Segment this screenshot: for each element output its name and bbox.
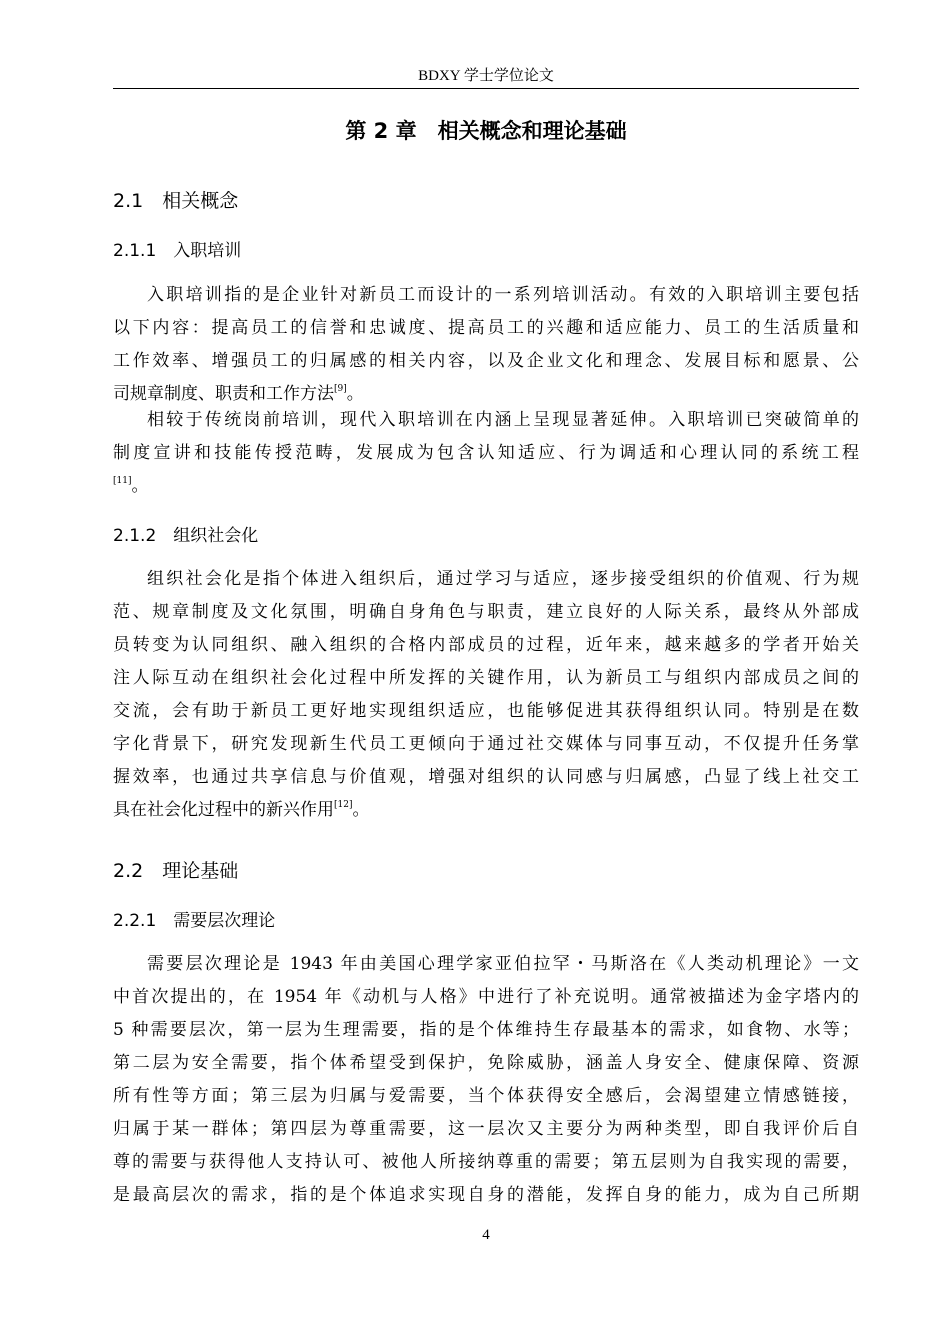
text-line: 中首次提出的，在 1954 年《动机与人格》中进行了补充说明。通常被描述为金字塔内的 [113, 987, 859, 1007]
text-line: 入职培训指的是企业针对新员工而设计的一系列培训活动。有效的入职培训主要包括 [147, 285, 859, 305]
section-heading-2-2: 2.2 理论基础 [113, 860, 239, 882]
text-line: 归属于某一群体；第四层为尊重需要，这一层次又主要分为两种类型，即自我评价后自 [113, 1119, 859, 1139]
text-line: 第二层为安全需要，指个体希望受到保护，免除威胁，涵盖人身安全、健康保障、资源 [113, 1053, 859, 1073]
paragraph-organizational-socialization [113, 563, 859, 827]
text-segment: 。 [346, 384, 364, 404]
subsection-heading-2-1-1: 2.1.1 入职培训 [113, 241, 242, 261]
text-line: 所有性等方面；第三层为归属与爱需要，当个体获得安全感后，会渴望建立情感链接， [113, 1086, 859, 1106]
header-divider [113, 88, 859, 89]
paragraph-onboarding-definition [113, 279, 859, 411]
text-line: 需要层次理论是 1943 年由美国心理学家亚伯拉罕・马斯洛在《人类动机理论》一文 [147, 954, 859, 974]
text-line: 尊的需要与获得他人支持认可、被他人所接纳尊重的需要；第五层则为自我实现的需要， [113, 1152, 859, 1172]
paragraph-onboarding-extension [113, 404, 859, 503]
page-number: 4 [482, 1227, 490, 1243]
text-line: 工作效率、增强员工的归属感的相关内容，以及企业文化和理念、发展目标和愿景、公 [113, 351, 859, 371]
chapter-title: 第 2 章 相关概念和理论基础 [345, 119, 627, 143]
text-line: 范、规章制度及文化氛围，明确自身角色与职责，建立良好的人际关系，最终从外部成 [113, 602, 859, 622]
citation: [12] [334, 800, 353, 810]
text-line: 是最高层次的需求，指的是个体追求实现自身的潜能，发挥自身的能力，成为自己所期 [113, 1185, 859, 1205]
text-line: 注人际互动在组织社会化过程中所发挥的关键作用，认为新员工与组织内部成员之间的 [113, 668, 859, 688]
paragraph-hierarchy-of-needs [113, 948, 859, 1212]
text-line [113, 470, 859, 503]
subsection-heading-2-2-1: 2.2.1 需要层次理论 [113, 911, 276, 931]
text-line: 交流，会有助于新员工更好地实现组织适应，也能够促进其获得组织认同。特别是在数 [113, 701, 859, 721]
text-line: 相较于传统岗前培训，现代入职培训在内涵上呈现显著延伸。入职培训已突破简单的 [147, 410, 859, 430]
text-line: 5 种需要层次，第一层为生理需要，指的是个体维持生存最基本的需求，如食物、水等； [113, 1020, 859, 1040]
text-line: 以下内容：提高员工的信誉和忠诚度、提高员工的兴趣和适应能力、员工的生活质量和 [113, 318, 859, 338]
section-heading-2-1: 2.1 相关概念 [113, 190, 239, 212]
text-line: 组织社会化是指个体进入组织后，通过学习与适应，逐步接受组织的价值观、行为规 [147, 569, 859, 589]
text-segment: 具在社会化过程中的新兴作用 [113, 800, 334, 820]
text-line [113, 794, 859, 827]
running-header: BDXY 学士学位论文 [418, 68, 554, 84]
subsection-heading-2-1-2: 2.1.2 组织社会化 [113, 526, 259, 546]
text-line: 制度宣讲和技能传授范畴，发展成为包含认知适应、行为调适和心理认同的系统工程 [113, 443, 859, 463]
text-line: 握效率，也通过共享信息与价值观，增强对组织的认同感与归属感，凸显了线上社交工 [113, 767, 859, 787]
text-line: 员转变为认同组织、融入组织的合格内部成员的过程，近年来，越来越多的学者开始关 [113, 635, 859, 655]
text-segment: 。 [352, 800, 370, 820]
citation: [9] [334, 384, 347, 394]
text-line: 字化背景下，研究发现新生代员工更倾向于通过社交媒体与同事互动，不仅提升任务掌 [113, 734, 859, 754]
citation: [11] [113, 476, 132, 486]
text-segment: 。 [131, 476, 149, 496]
text-segment: 司规章制度、职责和工作方法 [113, 384, 334, 404]
